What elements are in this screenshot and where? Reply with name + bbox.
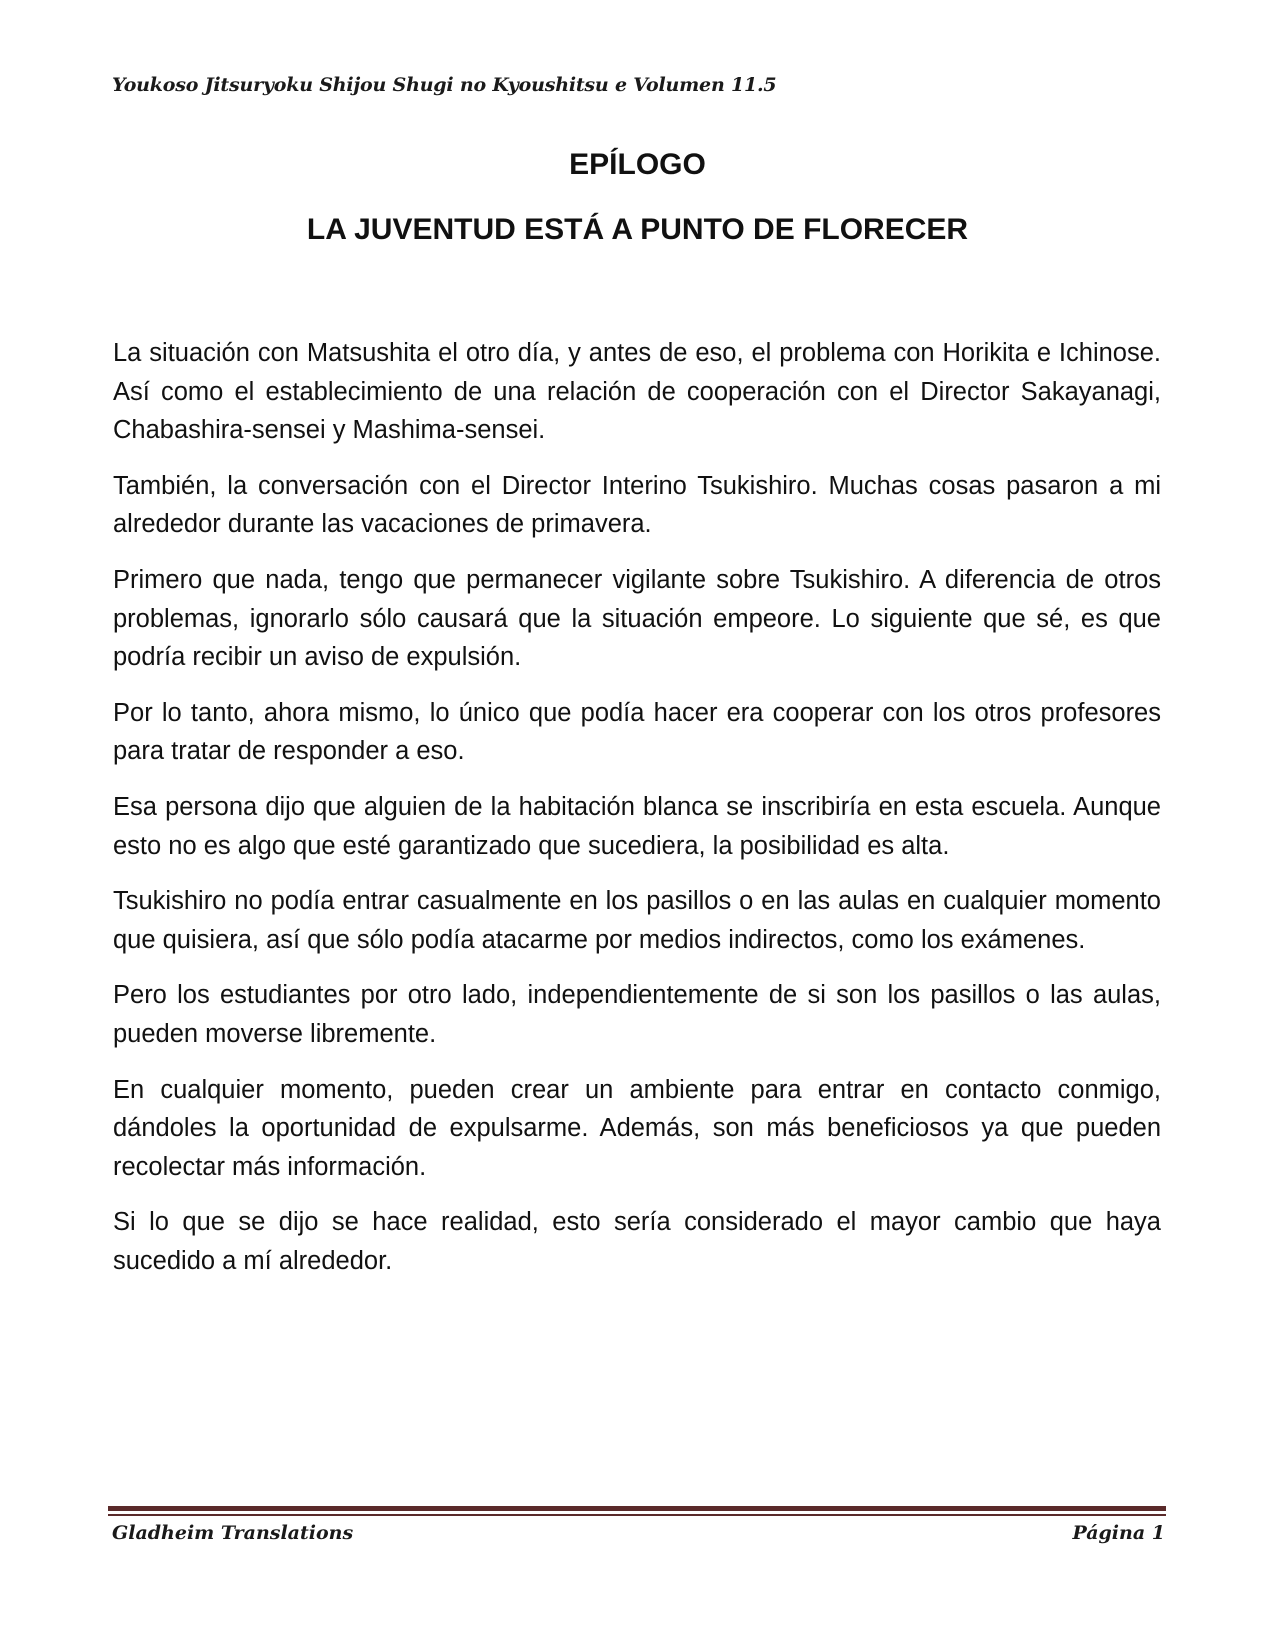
page-number: Página 1 [1072, 1522, 1165, 1544]
paragraph: Primero que nada, tengo que permanecer vigilante sobre Tsukishiro. A diferencia de otros problemas, ignorarlo sólo causará que la situación empeore. Lo siguiente que sé, es que podría recibir un aviso de expulsión. [113, 565, 1161, 672]
paragraph: Tsukishiro no podía entrar casualmente en los pasillos o en las aulas en cualquier momento que quisiera, así que sólo podía atacarme por medios indirectos, como los exámenes. [113, 887, 1161, 954]
paragraph: Esa persona dijo que alguien de la habitación blanca se inscribiría en esta escuela. Aunque esto no es algo que esté garantizado que sucediera, la posibilidad es alta. [113, 792, 1161, 860]
footer-translator: Gladheim Translations [112, 1522, 354, 1544]
paragraph: La situación con Matsushita el otro día, y antes de eso, el problema con Horikita e Ichinose. Así como el establecimiento de una relación de cooperación con el Director Sakayanagi, Chabashira-sensei y Mashima-sensei. [113, 339, 1161, 445]
chapter-title: LA JUVENTUD ESTÁ A PUNTO DE FLORECER [306, 213, 969, 246]
running-header: Youkoso Jitsuryoku Shijou Shugi no Kyoushitsu e Volumen 11.5 [112, 74, 777, 96]
paragraph: Por lo tanto, ahora mismo, lo único que podía hacer era cooperar con los otros profesores para tratar de responder a eso. [113, 698, 1161, 766]
paragraph: Pero los estudiantes por otro lado, independientemente de si son los pasillos o las aulas, pueden moverse libremente. [113, 981, 1161, 1048]
footer-divider-thin [108, 1514, 1166, 1516]
chapter-label: EPÍLOGO [569, 148, 706, 181]
body-text [113, 334, 1161, 1297]
paragraph: También, la conversación con el Director Interino Tsukishiro. Muchas cosas pasaron a mi alrededor durante las vacaciones de primavera. [113, 471, 1161, 539]
paragraph: En cualquier momento, pueden crear un ambiente para entrar en contacto conmigo, dándoles la oportunidad de expulsarme. Además, son más beneficiosos ya que pueden recolectar más información. [113, 1075, 1161, 1181]
footer-divider [108, 1506, 1166, 1511]
paragraph: Si lo que se dijo se hace realidad, esto sería considerado el mayor cambio que haya sucedido a mí alrededor. [113, 1208, 1161, 1275]
